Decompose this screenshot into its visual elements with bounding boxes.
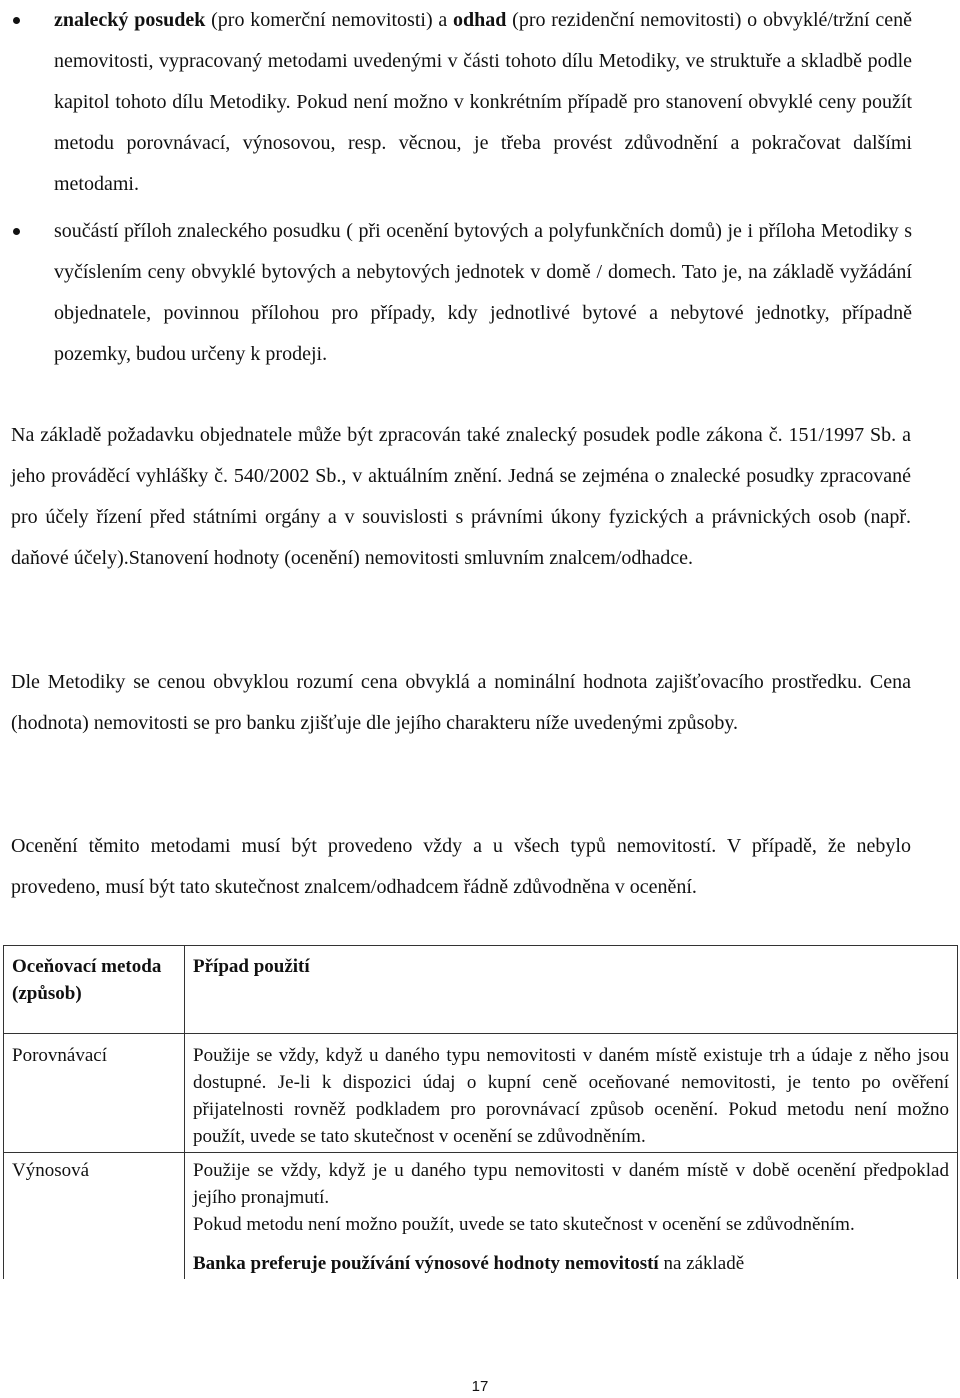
page-number: 17 [471,1378,489,1395]
row-method-income: Výnosová [4,1153,185,1280]
paragraph-usual-price: Dle Metodiky se cenou obvyklou rozumí cena obvyklá a nominální hodnota zajišťovacího prostředku. Cena (hodnota) nemovitosti se pro banku zjišťuje dle jejího charakteru níže uvedenými způsoby. [11,671,911,734]
usage-income-text-1: Použije se vždy, když je u daného typu nemovitosti v daném místě v době ocenění předpoklad jejího pronajmutí. [193,1160,949,1208]
row-usage-comparative: Použije se vždy, když u daného typu nemovitosti v daném místě existuje trh a údaje z něho jsou dostupné. Je-li k dispozici údaj o kupní ceně oceňované nemovitosti, je tento po ověření přijatelnosti rovněž podkladem pro porovnávací způsob ocenění. Pokud metodu není možno použít, uvede se tato skutečnost v ocenění se zdůvodněním. [185,1034,958,1153]
bullet-dot-icon [13,17,20,24]
table-header-row [4,946,958,1034]
header-usage: Případ použití [185,946,958,1034]
paragraph-legal-basis: Na základě požadavku objednatele může být zpracován také znalecký posudek podle zákona č. 151/1997 Sb. a jeho prováděcí vyhlášky č. 540/2002 Sb., v aktuálním znění. Jedná se zejména o znalecké posudky zpracované pro účely řízení před státními orgány a v souvislosti s právními úkony fyzických a právnických osob (např. daňové účely).Stanovení hodnoty (ocenění) nemovitosti smluvním znalcem/odhadce. [11,424,911,569]
bullet-item-expert-report [0,0,960,205]
usage-income-rest: na základě [658,1253,745,1274]
valuation-methods-table [3,945,958,1279]
bullet-mid-bold: odhad [453,9,507,31]
bullet-list [0,0,960,375]
bullet-item-appendix [0,211,960,375]
usage-income-text-2: Pokud metodu není možno použít, uvede se tato skutečnost v ocenění se zdůvodněním. [193,1214,855,1235]
bullet-text: součástí příloh znaleckého posudku ( při ocenění bytových a polyfunkčních domů) je i příloha Metodiky s vyčíslením ceny obvyklé bytových a nebytových jednotek v domě / domech. Tato je, na základě vyžádání objednatele, povinnou přílohou pro případy, kdy jednotlivé bytové a nebytové jednotky, případně pozemky, budou určeny k prodeji. [54,220,912,365]
bullet-text-b: (pro rezidenční nemovitosti) o obvyklé/tržní ceně nemovitosti, vypracovaný metodami uvedenými v části tohoto dílu Metodiky, ve struktuře a skladbě podle kapitol tohoto dílu Metodiky. Pokud není možno v konkrétním případě pro stanovení obvyklé ceny použít metodu porovnávací, výnosovou, resp. věcnou, je třeba provést zdůvodnění a pokračovat dalšími metodami. [54,9,912,195]
bullet-lead-bold: znalecký posudek [54,9,206,31]
bullet-text-a: (pro komerční nemovitosti) a [205,9,454,31]
table-row [4,1153,958,1280]
row-method-comparative: Porovnávací [4,1034,185,1153]
table-row [4,1034,958,1153]
usage-income-preference [193,1250,949,1277]
row-usage-income [185,1153,958,1280]
bullet-dot-icon [13,228,20,235]
usage-income-bold: Banka preferuje používání výnosové hodnoty nemovitostí [193,1253,659,1274]
paragraph-methods-required: Ocenění těmito metodami musí být provedeno vždy a u všech typů nemovitostí. V případě, že nebylo provedeno, musí být tato skutečnost znalcem/odhadcem řádně zdůvodněna v ocenění. [11,835,911,898]
header-method: Oceňovací metoda (způsob) [4,946,185,1034]
